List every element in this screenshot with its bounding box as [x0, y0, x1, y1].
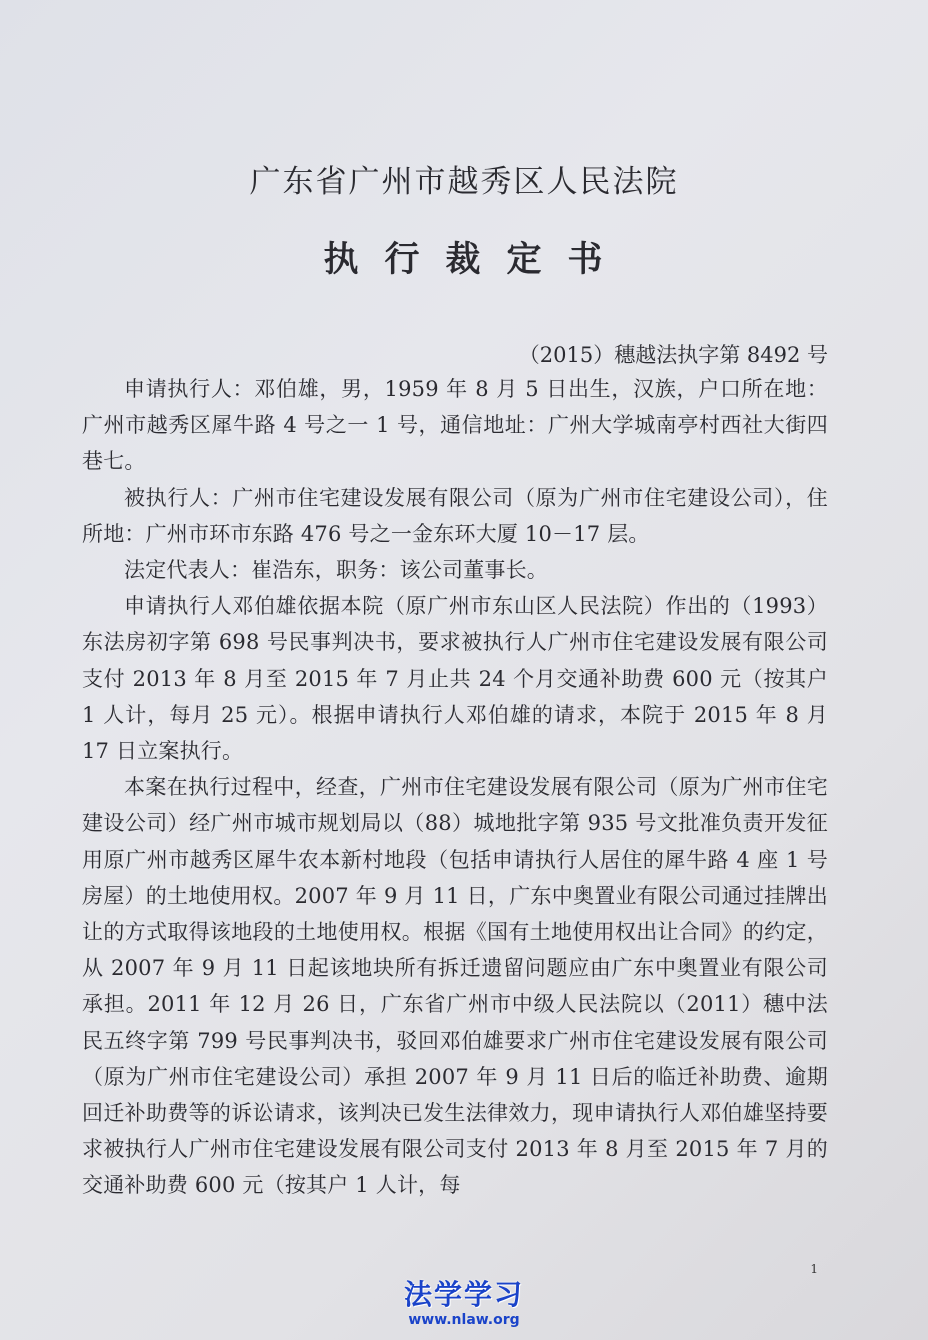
- watermark-url: www.nlaw.org: [408, 1312, 520, 1328]
- document-title: 执行裁定书: [323, 239, 629, 280]
- paragraph-applicant: 申请执行人：邓伯雄，男，1959 年 8 月 5 日出生，汉族，户口所在地：广州市越秀区犀牛路 4 号之一 1 号，通信地址：广州大学城南亭村西社大街四巷七。: [82, 377, 828, 474]
- paragraph-legal-representative: 法定代表人：崔浩东，职务：该公司董事长。: [124, 558, 548, 583]
- case-number: （2015）穗越法执字第 8492 号: [518, 343, 828, 367]
- court-name: 广东省广州市越秀区人民法院: [249, 164, 679, 200]
- paragraph-application: 申请执行人邓伯雄依据本院（原广州市东山区人民法院）作出的（1993）东法房初字第 698 号民事判决书，要求被执行人广州市住宅建设发展有限公司支付 2013 年 8 月至 2015 年 7 月止共 24 个月交通补助费 600 元（按其户 1 人计，每月 25 元）。根据申请执行人邓伯雄的请求，本院于 2015 年 8 月 17 日立案执行。: [82, 594, 828, 764]
- watermark-logo: 法学学习: [403, 1278, 524, 1311]
- document-body: [82, 371, 828, 1204]
- paragraph-respondent: 被执行人：广州市住宅建设发展有限公司（原为广州市住宅建设公司），住所地：广州市环市东路 476 号之一金东环大厦 10－17 层。: [82, 485, 828, 546]
- site-watermark: [398, 1278, 530, 1328]
- paragraph-investigation: 本案在执行过程中，经查，广州市住宅建设发展有限公司（原为广州市住宅建设公司）经广州市城市规划局以（88）城地批字第 935 号文批准负责开发征用原广州市越秀区犀牛农本新村地段（包括申请执行人居住的犀牛路 4 座 1 号房屋）的土地使用权。2007 年 9 月 11 日，广东中奥置业有限公司通过挂牌出让的方式取得该地段的土地使用权。根据《国有土地使用权出让合同》的约定，从 2007 年 9 月 11 日起该地块所有拆迁遗留问题应由广东中奥置业有限公司承担。2011 年 12 月 26 日，广东省广州市中级人民法院以（2011）穗中法民五终字第 799 号民事判决书，驳回邓伯雄要求广州市住宅建设发展有限公司（原为广州市住宅建设公司）承担 2007 年 9 月 11 日后的临迁补助费、逾期回迁补助费等的诉讼请求，该判决已发生法律效力，现申请执行人邓伯雄坚持要求被执行人广州市住宅建设发展有限公司支付 2013 年 8 月至 2015 年 7 月的交通补助费 600 元（按其户 1 人计，每: [82, 775, 828, 1198]
- page-number: 1: [810, 1262, 818, 1276]
